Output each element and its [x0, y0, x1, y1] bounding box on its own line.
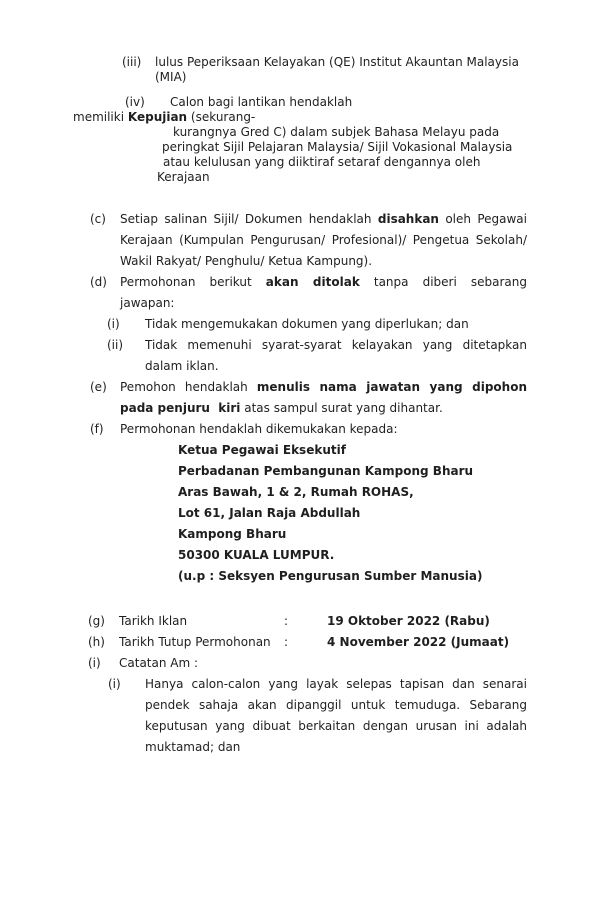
list-item-f-text: Permohonan hendaklah dikemukakan kepada:	[120, 422, 398, 436]
list-item-d-label: (d)	[90, 275, 107, 289]
list-item-d-line-2: jawapan:	[120, 296, 175, 310]
address-line-district: Kampong Bharu	[178, 527, 287, 541]
list-item-d-i-text: Tidak mengemukakan dokumen yang diperlukan; dan	[145, 317, 469, 331]
list-item-f	[90, 419, 600, 440]
list-item-c-label: (c)	[90, 212, 106, 226]
list-item-d-i-label: (i)	[107, 317, 120, 331]
list-item-iv-continuation-1: kurangnya Gred C) dalam subjek Bahasa Melayu pada	[173, 125, 500, 139]
list-item-d-ii	[107, 335, 600, 377]
list-item-h-label: (h)	[88, 635, 105, 649]
closing-date-label: Tarikh Tutup Permohonan	[119, 635, 271, 649]
qualification-section	[0, 55, 600, 185]
address-line-recipient: Ketua Pegawai Eksekutif	[178, 443, 346, 457]
list-item-i	[88, 653, 600, 674]
list-item-iii-line-2: (MIA)	[155, 70, 187, 84]
list-item-e-line-2: pada penjuru kiri atas sampul surat yang dihantar.	[120, 401, 443, 415]
instructions-section	[0, 209, 600, 758]
list-item-c-text	[120, 209, 527, 272]
list-item-i-label: (i)	[88, 656, 101, 670]
closing-date-value: 4 November 2022 (Jumaat)	[327, 635, 510, 649]
list-item-i-i-label: (i)	[108, 677, 121, 691]
list-item-c-line-3: Wakil Rakyat/ Penghulu/ Ketua Kampung).	[120, 254, 373, 268]
list-item-iii-line-1: lulus Peperiksaan Kelayakan (QE) Institut Akauntan Malaysia	[155, 55, 519, 69]
address-line-attention: (u.p : Seksyen Pengurusan Sumber Manusia)	[178, 569, 483, 583]
mailing-address-block	[178, 440, 600, 587]
list-item-iv-continuation-3: atau kelulusan yang diiktiraf setaraf dengannya oleh	[163, 155, 481, 169]
list-item-i-i-text	[145, 674, 527, 758]
advert-date-label: Tarikh Iklan	[119, 614, 188, 628]
list-item-iv	[125, 95, 600, 110]
list-item-d	[90, 272, 600, 314]
list-item-d-line-1: Permohonan berikut akan ditolak tanpa diberi sebarang	[120, 275, 527, 289]
advert-date-value: 19 Oktober 2022 (Rabu)	[327, 614, 490, 628]
list-item-i-i-line-4: muktamad; dan	[145, 740, 241, 754]
document-page	[0, 55, 600, 903]
list-item-i-i-line-3: keputusan yang dibuat berkaitan dengan urusan ini adalah	[145, 719, 527, 733]
list-item-d-ii-line-2: dalam iklan.	[145, 359, 219, 373]
colon-separator: :	[284, 635, 289, 649]
list-item-e-text	[120, 377, 527, 419]
list-item-d-i	[107, 314, 600, 335]
list-item-f-label: (f)	[90, 422, 104, 436]
list-item-d-ii-label: (ii)	[107, 338, 124, 352]
list-item-g	[88, 611, 600, 632]
list-item-iv-hanging-line: memiliki Kepujian (sekurang-	[73, 110, 256, 124]
list-item-c	[90, 209, 600, 272]
address-line-organization: Perbadanan Pembangunan Kampong Bharu	[178, 464, 474, 478]
list-item-e-label: (e)	[90, 380, 107, 394]
list-item-iv-line-1: Calon bagi lantikan hendaklah	[170, 95, 353, 109]
list-item-iii-label: (iii)	[122, 55, 142, 69]
colon-separator: :	[284, 614, 289, 628]
list-item-g-label: (g)	[88, 614, 105, 628]
list-item-iv-continuation-2: peringkat Sijil Pelajaran Malaysia/ Sijil Vokasional Malaysia	[162, 140, 513, 154]
list-item-h	[88, 632, 600, 653]
address-line-city: 50300 KUALA LUMPUR.	[178, 548, 335, 562]
list-item-d-ii-line-1: Tidak memenuhi syarat-syarat kelayakan yang ditetapkan	[145, 338, 527, 352]
list-item-c-line-2: Kerajaan (Kumpulan Pengurusan/ Profesional)/ Pengetua Sekolah/	[120, 233, 527, 247]
list-item-d-ii-text	[145, 335, 527, 377]
list-item-c-line-1: Setiap salinan Sijil/ Dokumen hendaklah disahkan oleh Pegawai	[120, 212, 527, 226]
address-line-floor: Aras Bawah, 1 & 2, Rumah ROHAS,	[178, 485, 414, 499]
page	[0, 55, 600, 903]
list-item-e-line-1: Pemohon hendaklah menulis nama jawatan yang dipohon	[120, 380, 527, 394]
list-item-iii	[122, 55, 600, 85]
list-item-iii-text	[155, 55, 555, 85]
list-item-e	[90, 377, 600, 419]
list-item-iv-label: (iv)	[125, 95, 145, 109]
general-notes-heading: Catatan Am :	[119, 656, 199, 670]
list-item-d-text	[120, 272, 527, 314]
list-item-iv-continuation-4: Kerajaan	[157, 170, 210, 184]
address-line-street: Lot 61, Jalan Raja Abdullah	[178, 506, 361, 520]
spacer	[0, 85, 600, 95]
list-item-i-i-line-2: pendek sahaja akan dipanggil untuk temuduga. Sebarang	[145, 698, 527, 712]
list-item-i-i	[108, 674, 600, 758]
list-item-i-i-line-1: Hanya calon-calon yang layak selepas tapisan dan senarai	[145, 677, 527, 691]
